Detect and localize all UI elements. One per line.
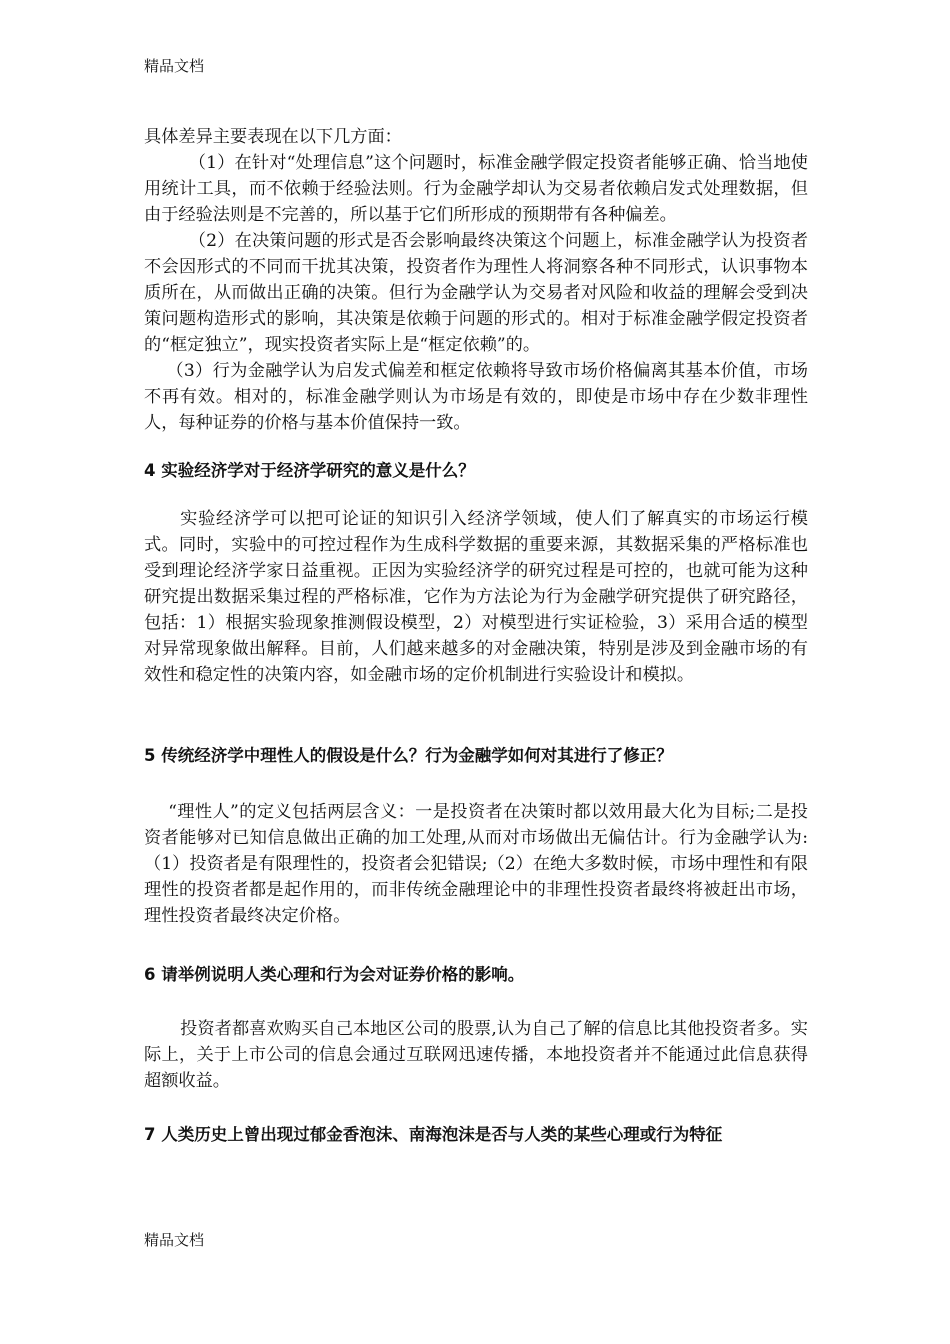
answer-6-paragraph: 投资者都喜欢购买自己本地区公司的股票,认为自己了解的信息比其他投资者多。实际上，关于上市公司的信息会通过互联网迅速传播，本地投资者并不能通过此信息获得超额收益。 xyxy=(144,1019,808,1091)
document-body xyxy=(144,124,808,1148)
point-2-paragraph: （2）在决策问题的形式是否会影响最终决策这个问题上，标准金融学认为投资者不会因形式的不同而干扰其决策，投资者作为理性人将洞察各种不同形式，认识事物本质所在，从而做出正确的决策。但行为金融学认为交易者对风险和收益的理解会受到决策问题构造形式的影响，其决策是依赖于问题的形式的。相对于标准金融学假定投资者的“框定独立”，现实投资者实际上是“框定依赖”的。 xyxy=(144,231,808,355)
answer-4-paragraph: 实验经济学可以把可论证的知识引入经济学领域，使人们了解真实的市场运行模式。同时，实验中的可控过程作为生成科学数据的重要来源，其数据采集的严格标准也受到理论经济学家日益重视。正因为实验经济学的研究过程是可控的，也就可能为这种研究提出数据采集过程的严格标准，它作为方法论为行为金融学研究提供了研究路径，包括：1）根据实验现象推测假设模型，2）对模型进行实证检验，3）采用合适的模型对异常现象做出解释。目前，人们越来越多的对金融决策，特别是涉及到金融市场的有效性和稳定性的决策内容，如金融市场的定价机制进行实验设计和模拟。 xyxy=(144,509,808,685)
answer-5-paragraph: “理性人”的定义包括两层含义：一是投资者在决策时都以效用最大化为目标;二是投资者能够对已知信息做出正确的加工处理,从而对市场做出无偏估计。行为金融学认为:（1）投资者是有限理性的，投资者会犯错误;（2）在绝大多数时候，市场中理性和有限理性的投资者都是起作用的，而非传统金融理论中的非理性投资者最终将被赶出市场，理性投资者最终决定价格。 xyxy=(144,802,808,926)
point-1-paragraph: （1）在针对“处理信息”这个问题时，标准金融学假定投资者能够正确、恰当地使用统计工具，而不依赖于经验法则。行为金融学却认为交易者依赖启发式处理数据，但由于经验法则是不完善的，所以基于它们所形成的预期带有各种偏差。 xyxy=(144,153,808,225)
point-3-paragraph: （3）行为金融学认为启发式偏差和框定依赖将导致市场价格偏离其基本价值，市场不再有效。相对的，标准金融学则认为市场是有效的，即使是市场中存在少数非理性人，每种证券的价格与基本价值保持一致。 xyxy=(144,361,808,433)
question-7-heading: 7 人类历史上曾出现过郁金香泡沫、南海泡沫是否与人类的某些心理或行为特征 xyxy=(144,1125,723,1144)
question-5-heading: 5 传统经济学中理性人的假设是什么？行为金融学如何对其进行了修正？ xyxy=(144,746,673,765)
page-header: 精品文档 xyxy=(144,57,205,75)
question-4-heading: 4 实验经济学对于经济学研究的意义是什么？ xyxy=(144,461,475,480)
page-footer: 精品文档 xyxy=(144,1231,205,1249)
question-6-heading: 6 请举例说明人类心理和行为会对证券价格的影响。 xyxy=(144,965,525,984)
intro-paragraph: 具体差异主要表现在以下几方面： xyxy=(144,127,402,147)
